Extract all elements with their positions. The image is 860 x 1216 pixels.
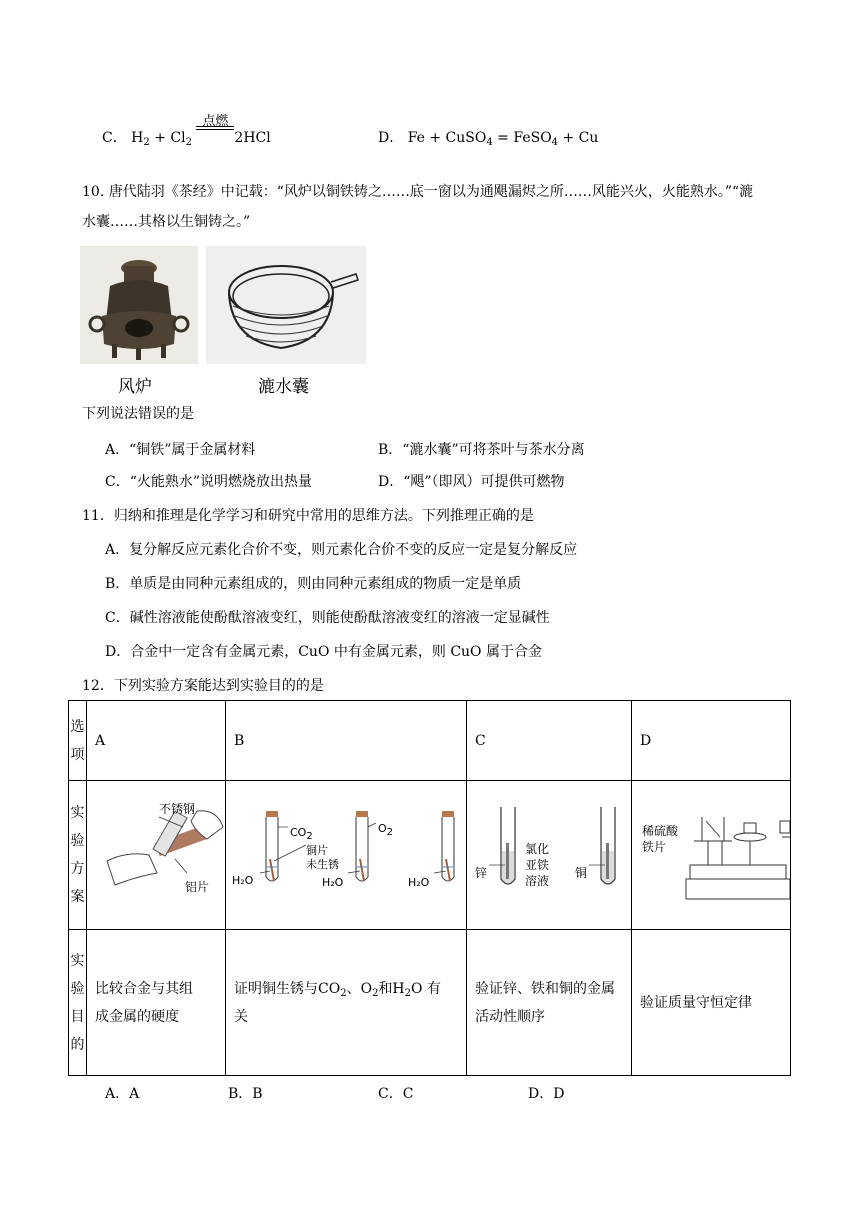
plan-d-cell — [632, 781, 791, 930]
q9-option-d-label: D． — [378, 130, 404, 146]
q9-option-d: D． Fe + CuSO$_4$ = FeSO$_4$ + Cu — [378, 130, 599, 148]
q10-option-a: A．“铜铁”属于金属材料 — [105, 442, 256, 458]
q10-stem-line2: 水囊……其格以生铜铸之。” — [82, 214, 251, 230]
plan-d-illustration — [632, 781, 790, 929]
plan-b-illustration — [226, 781, 466, 929]
q11-option-b: B．单质是由同种元素组成的，则由同种元素组成的物质一定是单质 — [105, 576, 522, 592]
label-stainless-steel: 不锈钢 — [159, 802, 196, 816]
row-header-options: 选 项 — [69, 701, 87, 781]
q10-option-c: C．“火能熟水”说明燃烧放出热量 — [105, 474, 313, 490]
row-header-plan: 实 验 方 案 — [69, 781, 87, 930]
wind-stove-photo — [80, 246, 198, 364]
purpose-d: 验证质量守恒定律 — [632, 930, 791, 1076]
purpose-a: 比较合金与其组 成金属的硬度 — [87, 930, 226, 1076]
purpose-b: 证明铜生锈与$CO_2$、$O_2$和$H_2O$ 有 关 — [226, 930, 467, 1076]
q9-reaction-arrow — [196, 114, 234, 148]
label-water-1: H₂O — [232, 874, 254, 887]
label-water-2: H₂O — [322, 876, 344, 889]
row-header-purpose: 实 验 目 的 — [69, 930, 87, 1076]
q12-answer-c: C．C — [378, 1086, 414, 1102]
wind-stove-caption: 风炉 — [118, 377, 152, 397]
q12-answer-d: D．D — [528, 1086, 565, 1102]
label-solution-3: 溶液 — [525, 874, 550, 888]
q9-option-c: C． $H_2 + Cl_2$ 点燃 2HCl — [102, 114, 271, 148]
q10-prompt: 下列说法错误的是 — [82, 406, 194, 422]
water-filter-bag-drawing — [206, 246, 366, 364]
label-copper: 铜 — [575, 866, 588, 880]
label-solution-2: 亚铁 — [525, 858, 550, 872]
label-copper-sheet: 铜片 — [306, 844, 328, 857]
label-not-rusted: 未生锈 — [306, 858, 339, 871]
label-o2: $O_2$ — [378, 822, 394, 838]
plan-c-cell — [467, 781, 632, 930]
plan-a-cell — [87, 781, 226, 930]
q10-option-b: B．“漉水囊”可将茶叶与茶水分离 — [378, 442, 585, 458]
q10-option-d: D．“飓”（即风）可提供可燃物 — [378, 474, 565, 490]
q11-option-d: D．合金中一定含有金属元素，CuO 中有金属元素，则 CuO 属于合金 — [105, 644, 542, 660]
table-row — [69, 930, 791, 1076]
q12-stem: 12．下列实验方案能达到实验目的的是 — [82, 678, 324, 694]
water-filter-bag-caption: 漉水囊 — [258, 377, 309, 397]
q9-condition-ignite: 点燃 — [202, 114, 229, 129]
plan-a-illustration — [87, 781, 225, 929]
table-row — [69, 781, 791, 930]
q11-option-a: A．复分解反应元素化合价不变，则元素化合价不变的反应一定是复分解反应 — [105, 542, 578, 558]
table-row — [69, 701, 791, 781]
q9-option-c-label: C． — [102, 130, 127, 146]
label-solution-1: 氯化 — [525, 842, 550, 856]
label-dilute-sulfuric-acid: 稀硫酸 — [642, 824, 679, 838]
label-iron-sheet: 铁片 — [642, 840, 667, 854]
col-header-b: B — [226, 701, 467, 781]
q11-option-c: C．碱性溶液能使酚酞溶液变红，则能使酚酞溶液变红的溶液一定显碱性 — [105, 610, 550, 626]
col-header-a: A — [87, 701, 226, 781]
label-co2: $CO_2$ — [290, 826, 313, 842]
label-aluminum-sheet: 铝片 — [185, 880, 210, 894]
col-header-c: C — [467, 701, 632, 781]
col-header-d: D — [632, 701, 791, 781]
label-zinc: 锌 — [475, 866, 488, 880]
q12-table — [68, 700, 791, 1076]
plan-b-cell — [226, 781, 467, 930]
q11-stem: 11．归纳和推理是化学学习和研究中常用的思维方法。下列推理正确的是 — [82, 508, 534, 524]
q10-stem-line1: 10. 唐代陆羽《茶经》中记载：“风炉以铜铁铸之……底一窗以为通飓漏烬之所……风能兴火，火能熟水。”“漉 — [82, 184, 754, 200]
q12-answer-b: B．B — [228, 1086, 263, 1102]
q12-answer-a: A．A — [105, 1086, 140, 1102]
plan-c-illustration — [467, 781, 631, 929]
q9-option-c-product: 2HCl — [234, 130, 271, 146]
label-water-3: H₂O — [408, 876, 430, 889]
purpose-c: 验证锌、铁和铜的金属 活动性顺序 — [467, 930, 632, 1076]
